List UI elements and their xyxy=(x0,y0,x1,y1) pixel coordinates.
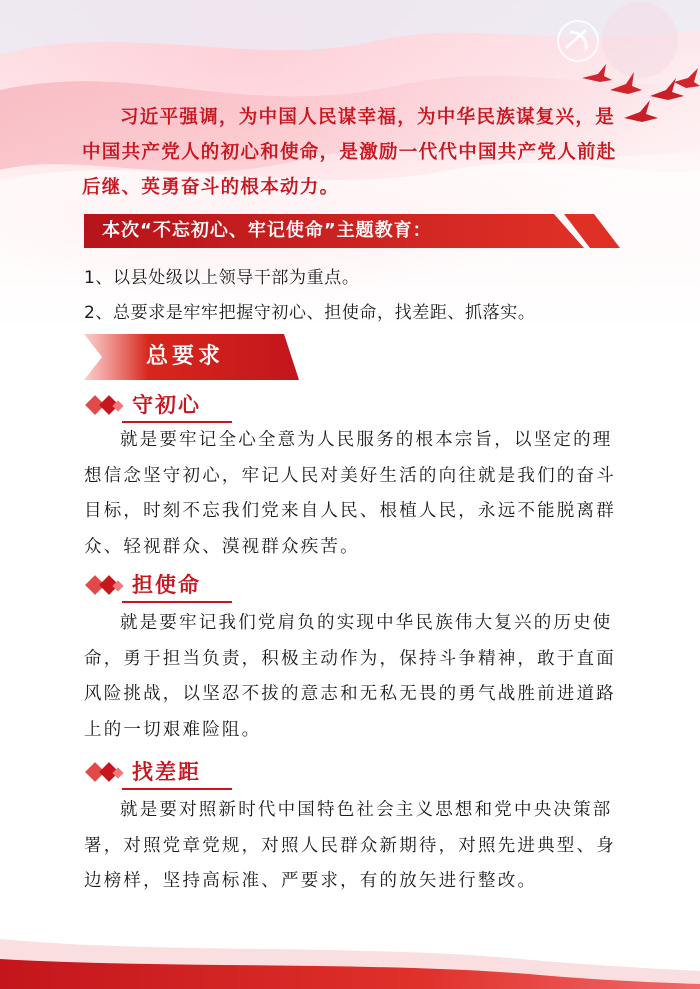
section-body: 就是要牢记我们党肩负的实现中华民族伟大复兴的历史使命，勇于担当负责，积极主动作为，保持斗争精神，敢于直面风险挑战，以坚忍不拔的意志和无私无畏的勇气战胜前进道路上的一切艰难险阻。 xyxy=(84,613,616,740)
section-title: 守初心 xyxy=(132,393,201,417)
diamond-marker-icon xyxy=(84,761,128,785)
point-item: 1、以县处级以上领导干部为重点。 xyxy=(84,268,360,288)
section-underline xyxy=(122,601,232,603)
party-emblem-icon xyxy=(550,18,606,64)
theme-education-banner xyxy=(84,214,620,248)
section-heading xyxy=(84,390,244,424)
section-underline xyxy=(122,788,232,790)
section-body: 就是要牢记全心全意为人民服务的根本宗旨，以坚定的理想信念坚守初心，牢记人民对美好生活的向往就是我们的奋斗目标，时刻不忘我们党来自人民、根植人民，永远不能脱离群众、轻视群众、漠视群众疾苦。 xyxy=(84,430,616,557)
section-title: 担使命 xyxy=(132,573,201,597)
theme-education-label: 本次“不忘初心、牢记使命”主题教育： xyxy=(102,220,432,241)
intro-paragraph: 习近平强调，为中国人民谋幸福，为中华民族谋复兴，是中国共产党人的初心和使命，是激励一代代中国共产党人前赴后继、英勇奋斗的根本动力。 xyxy=(82,107,617,198)
point-item: 2、总要求是牢牢把握守初心、担使命，找差距、抓落实。 xyxy=(84,303,536,323)
section-heading xyxy=(84,757,244,791)
section-heading xyxy=(84,570,244,604)
diamond-marker-icon xyxy=(84,574,128,598)
footer-wave-decoration xyxy=(0,899,700,989)
main-heading: 总要求 xyxy=(146,344,225,369)
section-body: 就是要对照新时代中国特色社会主义思想和党中央决策部署，对照党章党规，对照人民群众新期待，对照先进典型、身边榜样，坚持高标准、严要求，有的放矢进行整改。 xyxy=(84,800,616,891)
section-title: 找差距 xyxy=(132,760,201,784)
main-requirement-banner xyxy=(84,334,299,380)
diamond-marker-icon xyxy=(84,394,128,418)
